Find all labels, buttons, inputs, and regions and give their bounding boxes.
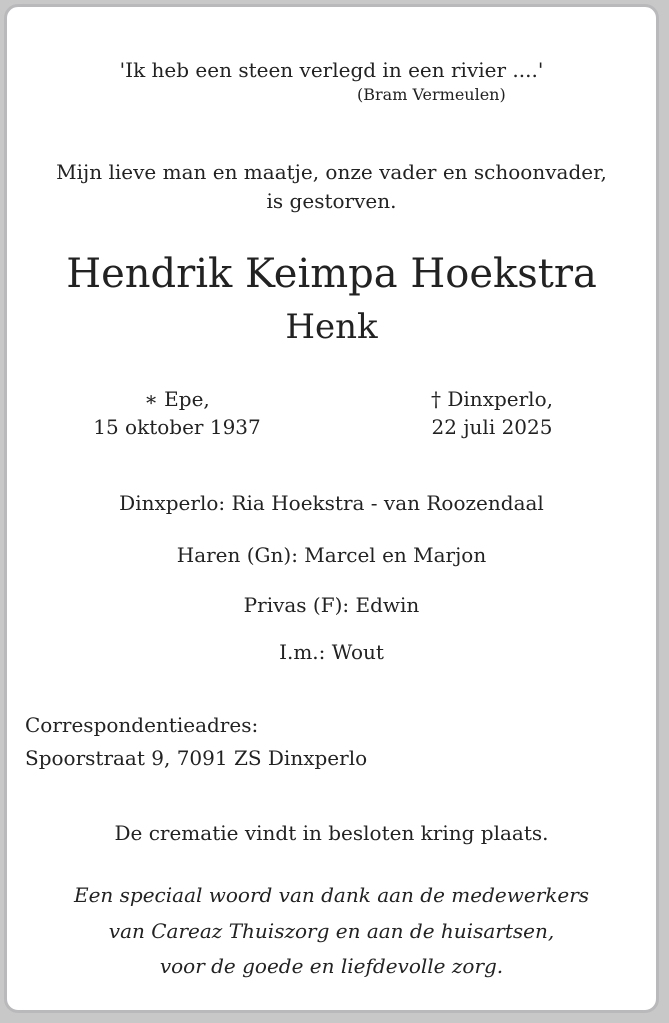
death-block (362, 385, 622, 441)
quote-text: 'Ik heb een steen verlegd in een rivier ....' (119, 58, 544, 82)
cremation-notice: De crematie vindt in besloten kring plaats. (114, 821, 549, 845)
death-cross-icon: † (431, 387, 442, 411)
relative-line: I.m.: Wout (279, 640, 384, 664)
deceased-nickname: Henk (285, 307, 378, 347)
death-notice-card (4, 4, 659, 1013)
birth-star-icon: ∗ (144, 387, 158, 411)
deceased-full-name: Hendrik Keimpa Hoekstra (66, 251, 597, 297)
correspondence-label: Correspondentieadres: (25, 713, 259, 737)
quote-author: (Bram Vermeulen) (357, 85, 506, 104)
thanks-line-1: Een speciaal woord van dank aan de medewerkers (73, 883, 590, 907)
death-place-line (362, 385, 622, 413)
correspondence-address: Spoorstraat 9, 7091 ZS Dinxperlo (25, 746, 368, 770)
relative-line: Privas (F): Edwin (243, 593, 420, 617)
birth-block (47, 385, 307, 441)
thanks-line-2: van Careaz Thuiszorg en aan de huisartsen, (108, 919, 555, 943)
death-date: 22 juli 2025 (431, 415, 553, 439)
birth-place: Epe, (164, 387, 210, 411)
relative-line: Haren (Gn): Marcel en Marjon (176, 543, 487, 567)
intro-line-1: Mijn lieve man en maatje, onze vader en schoonvader, (56, 160, 607, 184)
birth-date: 15 oktober 1937 (93, 415, 261, 439)
death-place: Dinxperlo, (447, 387, 553, 411)
intro-line-2: is gestorven. (266, 189, 397, 213)
birth-place-line (47, 385, 307, 413)
thanks-line-3: voor de goede en liefdevolle zorg. (159, 954, 504, 978)
relative-line: Dinxperlo: Ria Hoekstra - van Roozendaal (119, 491, 544, 515)
